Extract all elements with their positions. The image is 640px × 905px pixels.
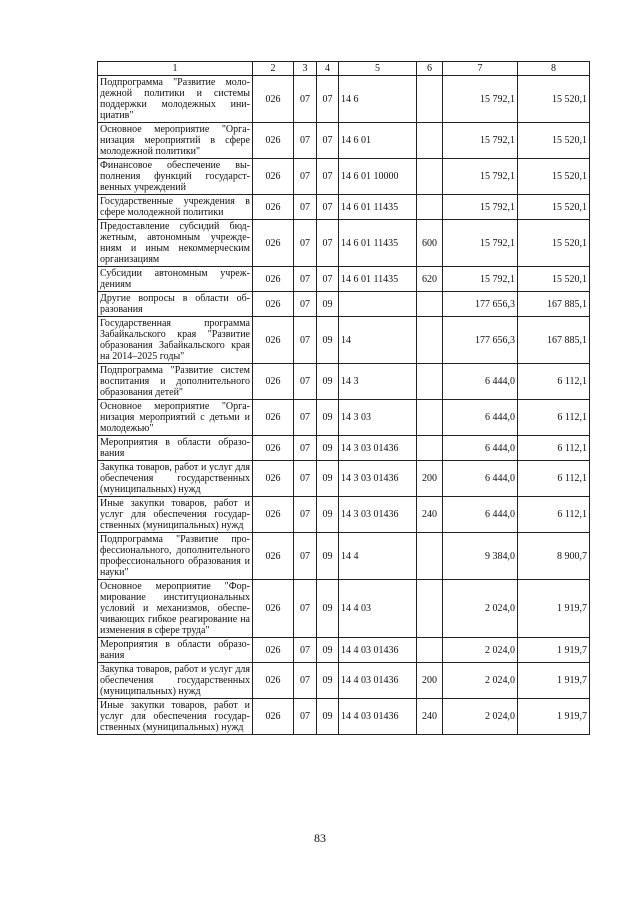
row-expense-type bbox=[417, 123, 443, 159]
row-code-admin: 026 bbox=[253, 461, 294, 497]
row-code-admin: 026 bbox=[253, 497, 294, 533]
table-row bbox=[98, 461, 590, 497]
row-subsection: 07 bbox=[317, 159, 339, 195]
row-name: Предоставление субсидий бюджетным, автономным учреждениям и иным некоммерческим организациям bbox=[98, 220, 253, 267]
row-name: Закупка товаров, работ и услуг для обеспечения государственных (муниципальных) нужд bbox=[98, 663, 253, 699]
page-number: 83 bbox=[314, 831, 326, 845]
row-target-article: 14 3 03 01436 bbox=[339, 461, 417, 497]
row-name: Основное мероприятие "Формирование институциональных условий и механизмов, обеспечивающих гибкое реагирование на изменения в сфере труда" bbox=[98, 580, 253, 638]
row-target-article: 14 4 03 01436 bbox=[339, 663, 417, 699]
row-code-admin: 026 bbox=[253, 220, 294, 267]
row-target-article: 14 4 03 01436 bbox=[339, 699, 417, 735]
row-target-article: 14 6 01 11435 bbox=[339, 267, 417, 292]
row-section: 07 bbox=[294, 364, 317, 400]
row-subsection: 09 bbox=[317, 580, 339, 638]
table-row bbox=[98, 638, 590, 663]
row-amount-2: 8 900,7 bbox=[518, 533, 590, 580]
row-name: Основное мероприятие "Организация мероприятий с детьми и молодежью" bbox=[98, 400, 253, 436]
row-expense-type bbox=[417, 400, 443, 436]
row-section: 07 bbox=[294, 436, 317, 461]
row-target-article: 14 3 03 01436 bbox=[339, 497, 417, 533]
row-name: Основное мероприятие "Организация мероприятий в сфере молодежной политики" bbox=[98, 123, 253, 159]
row-section: 07 bbox=[294, 267, 317, 292]
row-name: Подпрограмма "Развитие систем воспитания и дополнительного образования детей" bbox=[98, 364, 253, 400]
row-name: Иные закупки товаров, работ и услуг для обеспечения государственных (муниципальных) нужд bbox=[98, 699, 253, 735]
header-col-6: 6 bbox=[417, 62, 443, 76]
row-code-admin: 026 bbox=[253, 533, 294, 580]
table-row bbox=[98, 533, 590, 580]
row-expense-type: 620 bbox=[417, 267, 443, 292]
row-expense-type bbox=[417, 292, 443, 317]
budget-table bbox=[97, 61, 590, 735]
row-subsection: 09 bbox=[317, 364, 339, 400]
row-name: Финансовое обеспечение выполнения функций государственных учреждений bbox=[98, 159, 253, 195]
row-section: 07 bbox=[294, 123, 317, 159]
row-target-article: 14 3 bbox=[339, 364, 417, 400]
row-code-admin: 026 bbox=[253, 400, 294, 436]
row-code-admin: 026 bbox=[253, 317, 294, 364]
row-amount-2: 6 112,1 bbox=[518, 400, 590, 436]
row-target-article: 14 4 03 bbox=[339, 580, 417, 638]
header-col-2: 2 bbox=[253, 62, 294, 76]
row-expense-type bbox=[417, 195, 443, 220]
row-section: 07 bbox=[294, 292, 317, 317]
row-section: 07 bbox=[294, 663, 317, 699]
header-col-5: 5 bbox=[339, 62, 417, 76]
table-row bbox=[98, 195, 590, 220]
row-section: 07 bbox=[294, 461, 317, 497]
row-section: 07 bbox=[294, 580, 317, 638]
row-amount-1: 6 444,0 bbox=[443, 400, 518, 436]
row-amount-1: 9 384,0 bbox=[443, 533, 518, 580]
row-code-admin: 026 bbox=[253, 159, 294, 195]
header-col-7: 7 bbox=[443, 62, 518, 76]
row-section: 07 bbox=[294, 76, 317, 123]
row-name: Мероприятия в области образования bbox=[98, 436, 253, 461]
row-amount-2: 167 885,1 bbox=[518, 292, 590, 317]
row-target-article: 14 6 01 bbox=[339, 123, 417, 159]
row-subsection: 09 bbox=[317, 497, 339, 533]
row-subsection: 09 bbox=[317, 400, 339, 436]
row-amount-2: 15 520,1 bbox=[518, 76, 590, 123]
table-row bbox=[98, 267, 590, 292]
row-code-admin: 026 bbox=[253, 76, 294, 123]
row-subsection: 07 bbox=[317, 195, 339, 220]
row-section: 07 bbox=[294, 220, 317, 267]
row-subsection: 09 bbox=[317, 663, 339, 699]
row-amount-1: 177 656,3 bbox=[443, 292, 518, 317]
row-expense-type bbox=[417, 638, 443, 663]
row-section: 07 bbox=[294, 497, 317, 533]
row-code-admin: 026 bbox=[253, 663, 294, 699]
row-amount-1: 15 792,1 bbox=[443, 159, 518, 195]
row-code-admin: 026 bbox=[253, 638, 294, 663]
row-code-admin: 026 bbox=[253, 699, 294, 735]
row-target-article: 14 bbox=[339, 317, 417, 364]
row-amount-2: 1 919,7 bbox=[518, 638, 590, 663]
table-row bbox=[98, 436, 590, 461]
row-subsection: 09 bbox=[317, 317, 339, 364]
row-amount-2: 15 520,1 bbox=[518, 267, 590, 292]
table-row bbox=[98, 364, 590, 400]
row-expense-type bbox=[417, 364, 443, 400]
row-amount-2: 1 919,7 bbox=[518, 580, 590, 638]
row-amount-2: 6 112,1 bbox=[518, 364, 590, 400]
row-name: Другие вопросы в области образования bbox=[98, 292, 253, 317]
row-section: 07 bbox=[294, 317, 317, 364]
header-col-4: 4 bbox=[317, 62, 339, 76]
row-amount-1: 2 024,0 bbox=[443, 663, 518, 699]
row-amount-1: 15 792,1 bbox=[443, 195, 518, 220]
row-section: 07 bbox=[294, 638, 317, 663]
row-subsection: 09 bbox=[317, 436, 339, 461]
table-row bbox=[98, 123, 590, 159]
row-section: 07 bbox=[294, 400, 317, 436]
row-expense-type: 200 bbox=[417, 461, 443, 497]
row-amount-2: 15 520,1 bbox=[518, 195, 590, 220]
row-expense-type: 240 bbox=[417, 497, 443, 533]
row-amount-2: 6 112,1 bbox=[518, 497, 590, 533]
row-amount-1: 6 444,0 bbox=[443, 364, 518, 400]
row-amount-1: 177 656,3 bbox=[443, 317, 518, 364]
table-row bbox=[98, 317, 590, 364]
row-target-article: 14 6 01 10000 bbox=[339, 159, 417, 195]
row-amount-1: 15 792,1 bbox=[443, 123, 518, 159]
row-amount-1: 15 792,1 bbox=[443, 267, 518, 292]
row-amount-1: 6 444,0 bbox=[443, 497, 518, 533]
row-amount-1: 6 444,0 bbox=[443, 436, 518, 461]
row-amount-1: 15 792,1 bbox=[443, 76, 518, 123]
row-expense-type bbox=[417, 76, 443, 123]
header-row bbox=[98, 62, 590, 76]
row-section: 07 bbox=[294, 533, 317, 580]
row-amount-2: 1 919,7 bbox=[518, 699, 590, 735]
row-amount-2: 6 112,1 bbox=[518, 436, 590, 461]
table-row bbox=[98, 663, 590, 699]
row-subsection: 07 bbox=[317, 220, 339, 267]
row-name: Иные закупки товаров, работ и услуг для обеспечения государственных (муниципальных) нужд bbox=[98, 497, 253, 533]
row-amount-2: 15 520,1 bbox=[518, 220, 590, 267]
row-section: 07 bbox=[294, 159, 317, 195]
row-target-article: 14 6 bbox=[339, 76, 417, 123]
row-code-admin: 026 bbox=[253, 292, 294, 317]
row-name: Подпрограмма "Развитие молодежной политики и системы поддержки молодежных инициатив" bbox=[98, 76, 253, 123]
row-subsection: 07 bbox=[317, 76, 339, 123]
table-row bbox=[98, 699, 590, 735]
header-col-3: 3 bbox=[294, 62, 317, 76]
row-code-admin: 026 bbox=[253, 580, 294, 638]
row-subsection: 07 bbox=[317, 267, 339, 292]
row-amount-1: 15 792,1 bbox=[443, 220, 518, 267]
row-subsection: 09 bbox=[317, 638, 339, 663]
row-name: Закупка товаров, работ и услуг для обеспечения государственных (муниципальных) нужд bbox=[98, 461, 253, 497]
row-target-article: 14 6 01 11435 bbox=[339, 220, 417, 267]
row-amount-2: 1 919,7 bbox=[518, 663, 590, 699]
row-amount-2: 6 112,1 bbox=[518, 461, 590, 497]
table-row bbox=[98, 76, 590, 123]
row-target-article: 14 3 03 bbox=[339, 400, 417, 436]
row-code-admin: 026 bbox=[253, 195, 294, 220]
row-subsection: 09 bbox=[317, 292, 339, 317]
table-row bbox=[98, 159, 590, 195]
row-code-admin: 026 bbox=[253, 123, 294, 159]
row-expense-type bbox=[417, 436, 443, 461]
row-section: 07 bbox=[294, 699, 317, 735]
row-target-article: 14 6 01 11435 bbox=[339, 195, 417, 220]
table-body bbox=[98, 76, 590, 735]
row-code-admin: 026 bbox=[253, 364, 294, 400]
row-target-article: 14 4 bbox=[339, 533, 417, 580]
row-expense-type bbox=[417, 317, 443, 364]
table-row bbox=[98, 400, 590, 436]
table-row bbox=[98, 292, 590, 317]
row-subsection: 09 bbox=[317, 533, 339, 580]
row-subsection: 07 bbox=[317, 123, 339, 159]
row-code-admin: 026 bbox=[253, 436, 294, 461]
table-row bbox=[98, 580, 590, 638]
row-expense-type bbox=[417, 580, 443, 638]
row-amount-1: 2 024,0 bbox=[443, 699, 518, 735]
row-name: Субсидии автономным учреждениям bbox=[98, 267, 253, 292]
row-name: Мероприятия в области образования bbox=[98, 638, 253, 663]
row-section: 07 bbox=[294, 195, 317, 220]
row-amount-1: 2 024,0 bbox=[443, 638, 518, 663]
row-amount-2: 15 520,1 bbox=[518, 123, 590, 159]
header-col-8: 8 bbox=[518, 62, 590, 76]
row-amount-2: 167 885,1 bbox=[518, 317, 590, 364]
row-amount-1: 6 444,0 bbox=[443, 461, 518, 497]
row-subsection: 09 bbox=[317, 461, 339, 497]
row-name: Государственная программа Забайкальского края "Развитие образования Забайкальского края на 2014–2025 годы" bbox=[98, 317, 253, 364]
row-target-article: 14 3 03 01436 bbox=[339, 436, 417, 461]
table-row bbox=[98, 497, 590, 533]
row-subsection: 09 bbox=[317, 699, 339, 735]
row-expense-type bbox=[417, 159, 443, 195]
row-amount-2: 15 520,1 bbox=[518, 159, 590, 195]
header-col-1: 1 bbox=[98, 62, 253, 76]
row-name: Подпрограмма "Развитие профессионального, дополнительного профессионального образования и науки" bbox=[98, 533, 253, 580]
row-expense-type: 600 bbox=[417, 220, 443, 267]
row-amount-1: 2 024,0 bbox=[443, 580, 518, 638]
row-code-admin: 026 bbox=[253, 267, 294, 292]
row-expense-type: 200 bbox=[417, 663, 443, 699]
row-name: Государственные учреждения в сфере молодежной политики bbox=[98, 195, 253, 220]
row-target-article: 14 4 03 01436 bbox=[339, 638, 417, 663]
row-expense-type: 240 bbox=[417, 699, 443, 735]
table-row bbox=[98, 220, 590, 267]
row-expense-type bbox=[417, 533, 443, 580]
row-target-article bbox=[339, 292, 417, 317]
